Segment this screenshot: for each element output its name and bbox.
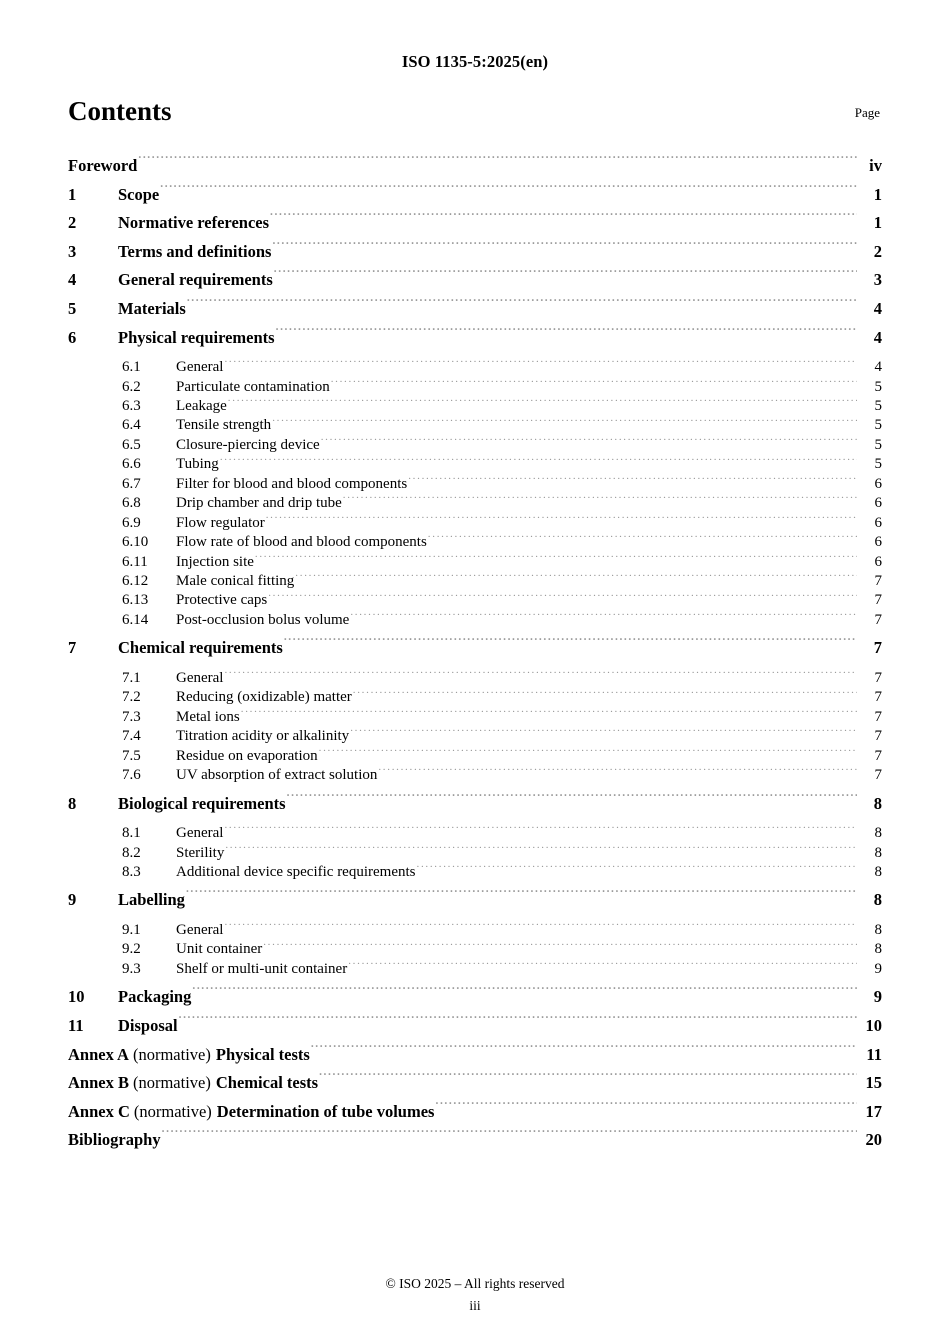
- toc-annex-kind: (normative): [132, 1073, 211, 1093]
- toc-leader-dots: [319, 745, 857, 760]
- toc-leader-dots: [311, 1043, 857, 1060]
- toc-entry-number: 11: [68, 1015, 84, 1035]
- toc-entry-page: 7: [874, 689, 882, 706]
- toc-entry-page: 1: [873, 213, 882, 233]
- toc-entry-6[interactable]: [68, 324, 882, 353]
- toc-entry-number: 6.14: [122, 611, 149, 628]
- toc-entry-page: 6: [874, 495, 882, 512]
- toc-entry-annex-a[interactable]: [68, 1041, 882, 1070]
- toc-entry-page: 8: [874, 922, 882, 938]
- toc-entry-number: 6.13: [122, 592, 149, 609]
- toc-entry-title: Male conical fitting: [176, 572, 295, 589]
- toc-entry-number: 6.9: [122, 514, 141, 531]
- toc-entry-6-8[interactable]: [68, 492, 882, 511]
- toc-leader-dots: [417, 861, 858, 876]
- toc-entry-page: 5: [874, 398, 882, 415]
- toc-entry-title: Metal ions: [176, 708, 240, 725]
- toc-leader-dots: [435, 1100, 857, 1117]
- toc-entry-number: 9.3: [122, 960, 141, 977]
- toc-entry-6-6[interactable]: [68, 453, 882, 472]
- toc-entry-3[interactable]: [68, 238, 882, 267]
- toc-entry-number: 6.10: [122, 534, 149, 551]
- table-of-contents: [68, 152, 882, 1155]
- toc-entry-page: 11: [866, 1044, 882, 1064]
- toc-annex-id: Annex B: [68, 1073, 129, 1093]
- toc-leader-dots: [162, 1129, 857, 1146]
- toc-entry-7[interactable]: [68, 634, 882, 663]
- toc-entry-page: 7: [874, 669, 882, 686]
- toc-entry-6-14[interactable]: [68, 609, 882, 628]
- toc-entry-7-1[interactable]: [68, 667, 882, 686]
- toc-entry-number: 10: [68, 987, 85, 1007]
- toc-entry-title: Physical tests: [215, 1044, 310, 1064]
- toc-entry-title: UV absorption of extract solution: [176, 767, 378, 784]
- toc-entry-9-2[interactable]: [68, 938, 882, 957]
- toc-entry-number: 8.3: [122, 863, 141, 880]
- toc-leader-dots: [348, 958, 857, 973]
- toc-entry-page: 3: [873, 270, 882, 290]
- toc-leader-dots: [224, 822, 857, 837]
- toc-entry-page: 9: [873, 987, 882, 1007]
- toc-entry-title: Foreword: [68, 156, 138, 175]
- toc-entry-6-10[interactable]: [68, 531, 882, 550]
- toc-entry-number: 6.2: [122, 378, 141, 395]
- toc-entry-8-2[interactable]: [68, 842, 882, 861]
- toc-leader-dots: [160, 183, 857, 200]
- toc-entry-number: 6.12: [122, 572, 149, 589]
- toc-leader-dots: [263, 938, 857, 953]
- toc-leader-dots: [353, 686, 857, 701]
- toc-entry-page: 8: [874, 941, 882, 958]
- toc-entry-6-1[interactable]: [68, 356, 882, 375]
- toc-leader-dots: [266, 512, 857, 527]
- page-column-label: Page: [854, 105, 880, 121]
- toc-entry-title: General: [176, 825, 224, 842]
- toc-entry-page: 7: [874, 767, 882, 784]
- toc-entry-number: 1: [68, 184, 77, 204]
- toc-leader-dots: [321, 434, 857, 449]
- toc-entry-page: 1: [873, 184, 882, 204]
- toc-leader-dots: [276, 326, 857, 343]
- toc-entry-2[interactable]: [68, 209, 882, 238]
- toc-entry-title: Leakage: [176, 398, 227, 415]
- toc-entry-page: 7: [873, 638, 882, 658]
- toc-annex-id: Annex C: [68, 1101, 130, 1121]
- toc-leader-dots: [319, 1072, 857, 1089]
- toc-entry-number: 8.1: [122, 825, 141, 842]
- toc-entry-foreword[interactable]: [68, 152, 882, 181]
- toc-leader-dots: [284, 637, 857, 654]
- toc-leader-dots: [220, 453, 857, 468]
- toc-entry-page: 8: [874, 844, 882, 861]
- toc-entry-page: 9: [874, 960, 882, 977]
- toc-entry-title: Bibliography: [68, 1130, 161, 1150]
- contents-header-row: [68, 97, 882, 125]
- toc-leader-dots: [274, 269, 857, 286]
- toc-entry-9-3[interactable]: [68, 958, 882, 977]
- toc-entry-5[interactable]: [68, 295, 882, 324]
- toc-leader-dots: [272, 414, 857, 429]
- toc-entry-8[interactable]: [68, 790, 882, 819]
- footer-page-number: iii: [469, 1298, 481, 1313]
- toc-entry-title: General: [176, 922, 224, 938]
- toc-entry-page: 5: [874, 417, 882, 434]
- toc-entry-page: 6: [874, 514, 882, 531]
- toc-entry-title: Unit container: [176, 941, 263, 958]
- toc-entry-7-6[interactable]: [68, 764, 882, 783]
- page-title: Contents: [68, 96, 172, 126]
- toc-leader-dots: [350, 609, 857, 624]
- toc-entry-7-2[interactable]: [68, 686, 882, 705]
- toc-entry-number: 6.4: [122, 417, 141, 434]
- toc-entry-title: Chemical tests: [215, 1073, 319, 1093]
- toc-leader-dots: [138, 155, 857, 172]
- toc-entry-1[interactable]: [68, 181, 882, 210]
- toc-entry-8-1[interactable]: [68, 822, 882, 841]
- toc-leader-dots: [378, 764, 857, 779]
- toc-entry-7-4[interactable]: [68, 725, 882, 744]
- toc-entry-annex-c[interactable]: [68, 1098, 882, 1127]
- toc-entry-title: Sterility: [176, 844, 225, 861]
- toc-entry-title: Packaging: [118, 987, 192, 1007]
- toc-entry-title: Tubing: [176, 456, 219, 473]
- toc-entry-page: 5: [874, 456, 882, 473]
- toc-entry-page: 20: [865, 1130, 882, 1150]
- toc-entry-page: 8: [874, 863, 882, 880]
- toc-entry-page: 4: [873, 298, 882, 318]
- toc-leader-dots: [270, 212, 857, 229]
- toc-entry-number: 6.5: [122, 436, 141, 453]
- toc-entry-number: 7.2: [122, 689, 141, 706]
- toc-entry-title: Chemical requirements: [118, 638, 283, 658]
- toc-entry-6-3[interactable]: [68, 395, 882, 414]
- toc-entry-4[interactable]: [68, 266, 882, 295]
- toc-entry-number: 6.6: [122, 456, 141, 473]
- toc-entry-7-5[interactable]: [68, 745, 882, 764]
- toc-annex-kind: (normative): [133, 1101, 212, 1121]
- toc-entry-title: Additional device specific requirements: [176, 863, 416, 880]
- toc-leader-dots: [224, 919, 857, 934]
- toc-leader-dots: [255, 551, 857, 566]
- toc-entry-title: Disposal: [118, 1015, 178, 1035]
- toc-leader-dots: [179, 1014, 857, 1031]
- toc-entry-9[interactable]: [68, 886, 882, 915]
- toc-entry-number: 5: [68, 298, 77, 318]
- toc-entry-page: 7: [874, 592, 882, 609]
- toc-leader-dots: [287, 792, 857, 809]
- toc-entry-number: 8: [68, 793, 77, 813]
- toc-entry-8-3[interactable]: [68, 861, 882, 880]
- toc-entry-6-11[interactable]: [68, 551, 882, 570]
- toc-entry-7-3[interactable]: [68, 706, 882, 725]
- toc-entry-6-4[interactable]: [68, 414, 882, 433]
- toc-leader-dots: [192, 986, 857, 1003]
- toc-entry-number: 6.7: [122, 475, 141, 492]
- toc-entry-title: Residue on evaporation: [176, 747, 318, 764]
- toc-leader-dots: [343, 492, 857, 507]
- toc-entry-title: Terms and definitions: [118, 241, 272, 261]
- toc-entry-title: Reducing (oxidizable) matter: [176, 689, 352, 706]
- toc-entry-title: Particulate contamination: [176, 378, 330, 395]
- toc-entry-title: Scope: [118, 184, 160, 204]
- toc-entry-title: General: [176, 359, 224, 376]
- toc-entry-title: Flow regulator: [176, 514, 265, 531]
- toc-entry-title: Protective caps: [176, 592, 268, 609]
- toc-entry-number: 6.8: [122, 495, 141, 512]
- toc-entry-title: Titration acidity or alkalinity: [176, 728, 350, 745]
- toc-entry-title: Tensile strength: [176, 417, 272, 434]
- toc-entry-number: 6.11: [122, 553, 148, 570]
- toc-entry-page: 7: [874, 572, 882, 589]
- toc-entry-number: 6.1: [122, 359, 141, 376]
- toc-entry-page: 15: [865, 1073, 882, 1093]
- toc-entry-title: General requirements: [118, 270, 273, 290]
- toc-entry-title: Post-occlusion bolus volume: [176, 611, 350, 628]
- toc-entry-page: 4: [873, 327, 882, 347]
- toc-entry-bibliography[interactable]: [68, 1126, 882, 1155]
- toc-entry-page: 17: [865, 1101, 882, 1121]
- toc-entry-6-9[interactable]: [68, 512, 882, 531]
- toc-entry-page: 4: [874, 359, 882, 376]
- toc-entry-page: 7: [874, 728, 882, 745]
- toc-entry-title: Determination of tube volumes: [216, 1101, 435, 1121]
- toc-entry-number: 4: [68, 270, 77, 290]
- toc-entry-6-2[interactable]: [68, 376, 882, 395]
- toc-entry-number: 2: [68, 213, 77, 233]
- toc-entry-11[interactable]: [68, 1012, 882, 1041]
- toc-entry-title: Normative references: [118, 213, 270, 233]
- footer-copyright: © ISO 2025 – All rights reserved: [385, 1276, 565, 1291]
- toc-entry-page: 6: [874, 475, 882, 492]
- toc-entry-title: Flow rate of blood and blood components: [176, 534, 427, 551]
- toc-entry-page: 6: [874, 534, 882, 551]
- toc-entry-title: Injection site: [176, 553, 254, 570]
- toc-leader-dots: [187, 297, 857, 314]
- toc-entry-6-5[interactable]: [68, 434, 882, 453]
- toc-entry-number: 9: [68, 890, 77, 910]
- toc-entry-title: Physical requirements: [118, 327, 275, 347]
- toc-entry-title: Materials: [118, 298, 186, 318]
- toc-annex-kind: (normative): [132, 1044, 211, 1064]
- toc-entry-number: 9.2: [122, 941, 141, 958]
- toc-leader-dots: [295, 570, 857, 585]
- toc-entry-page: 7: [874, 611, 882, 628]
- toc-entry-number: 8.2: [122, 844, 141, 861]
- toc-entry-number: 6: [68, 327, 77, 347]
- toc-entry-page: 8: [873, 793, 882, 813]
- toc-entry-page: 7: [874, 747, 882, 764]
- toc-leader-dots: [224, 667, 857, 682]
- toc-entry-number: 7.3: [122, 708, 141, 725]
- toc-entry-page: 8: [873, 890, 882, 910]
- toc-leader-dots: [268, 589, 857, 604]
- toc-entry-number: 3: [68, 241, 77, 261]
- toc-entry-page: 5: [874, 378, 882, 395]
- toc-entry-number: 7: [68, 638, 77, 658]
- toc-leader-dots: [241, 706, 857, 721]
- toc-entry-title: Biological requirements: [118, 793, 286, 813]
- toc-entry-10[interactable]: [68, 983, 882, 1012]
- toc-entry-page: 2: [873, 241, 882, 261]
- toc-leader-dots: [350, 725, 857, 740]
- toc-entry-page: 5: [874, 436, 882, 453]
- toc-entry-title: Labelling: [118, 890, 185, 910]
- toc-entry-6-13[interactable]: [68, 589, 882, 608]
- toc-entry-6-7[interactable]: [68, 473, 882, 492]
- toc-leader-dots: [224, 356, 857, 371]
- toc-annex-id: Annex A: [68, 1044, 129, 1064]
- toc-entry-annex-b[interactable]: [68, 1069, 882, 1098]
- toc-entry-page: 8: [874, 825, 882, 842]
- toc-leader-dots: [428, 531, 857, 546]
- toc-entry-number: 7.1: [122, 669, 141, 686]
- toc-entry-number: 7.4: [122, 728, 141, 745]
- toc-entry-title: General: [176, 669, 224, 686]
- toc-entry-title: Closure-piercing device: [176, 436, 320, 453]
- toc-entry-number: 9.1: [122, 922, 141, 938]
- running-header: ISO 1135-5:2025(en): [401, 52, 549, 71]
- toc-entry-number: 6.3: [122, 398, 141, 415]
- toc-entry-title: Drip chamber and drip tube: [176, 495, 342, 512]
- toc-entry-number: 7.5: [122, 747, 141, 764]
- toc-entry-title: Filter for blood and blood components: [176, 475, 408, 492]
- toc-entry-number: 7.6: [122, 767, 141, 784]
- toc-leader-dots: [228, 395, 857, 410]
- toc-leader-dots: [331, 376, 857, 391]
- toc-entry-page: 10: [865, 1015, 882, 1035]
- toc-leader-dots: [408, 473, 857, 488]
- toc-entry-page: iv: [869, 156, 882, 175]
- toc-leader-dots: [272, 240, 857, 257]
- toc-entry-6-12[interactable]: [68, 570, 882, 589]
- toc-entry-page: 7: [874, 708, 882, 725]
- toc-entry-title: Shelf or multi-unit container: [176, 960, 348, 977]
- toc-entry-page: 6: [874, 553, 882, 570]
- toc-leader-dots: [186, 889, 857, 906]
- toc-leader-dots: [225, 842, 857, 857]
- toc-entry-9-1[interactable]: [68, 919, 882, 938]
